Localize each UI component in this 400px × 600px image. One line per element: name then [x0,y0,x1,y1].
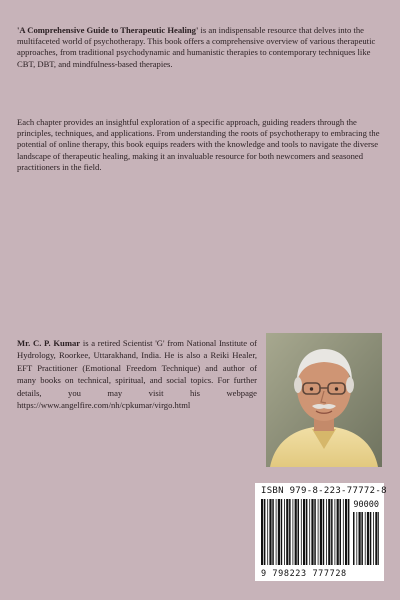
barcode-bar [314,499,316,565]
barcode-bar [335,499,336,565]
barcode-bar [261,499,263,565]
barcode-bar [269,499,271,565]
intro-text: is an indispensable resource that delves into the multifaceted world of psychotherapy. This book offers a comprehensive overview of various therapeutic approaches, from traditional psychodynamic and humanistic therapies to contemporary techniques like CBT, DBT, and mindfulness-based therapies. [17,25,376,69]
barcode-bar [306,499,308,565]
barcode-bar [311,499,313,565]
barcode-bar [276,499,277,565]
barcode-bar [373,512,374,565]
author-portrait-image [266,333,382,467]
barcode-bar [323,499,325,565]
barcode-bar [331,499,333,565]
barcode-bar [301,499,302,565]
barcode-bar [264,499,266,565]
barcode-bar [345,499,347,565]
barcode-bar [343,499,344,565]
barcode-bar [318,499,319,565]
author-bio-text: is a retired Scientist 'G' from National Institute of Hydrology, Roorkee, Uttarakhand, India. He is also a Reiki Healer, EFT Practitioner (Emotional Freedom Technique) and author of many books on technical, spiritual, and social topics. For further details, you may visit his webpage https://www.angelfire.com/nh/cpkumar/virgo.html [17,338,257,411]
barcode-bar [320,499,322,565]
author-bio [17,337,257,411]
barcode-bar [326,499,327,565]
price-code: 90000 [353,500,379,510]
barcode-bar [286,499,288,565]
barcode-bar [359,512,361,565]
barcode-bar [289,499,291,565]
intro-paragraph [17,25,385,70]
barcode-bar [267,499,268,565]
barcode-bar [337,499,339,565]
barcode-bar [378,512,379,565]
barcode-bars [261,499,351,565]
barcode-bar [328,499,330,565]
barcode-bar [370,512,372,565]
barcode-bar [367,512,369,565]
barcode-bar [353,512,355,565]
barcode-bar [295,499,297,565]
barcode-bar [361,512,363,565]
barcode-bar [309,499,310,565]
chapter-paragraph: Each chapter provides an insightful exploration of a specific approach, guiding readers through the principles, techniques, and applications. From understanding the roots of psychotherapy to embracing the potential of online therapy, this book equips readers with the knowledge and tools to navigate the diverse landscape of therapeutic healing, making it an invaluable resource for both newcomers and seasoned practitioners in the field. [17,117,380,172]
ean-digits: 9 798223 777728 [261,569,347,579]
barcode-bar [356,512,357,565]
book-title: 'A Comprehensive Guide to Therapeutic Healing' [17,25,199,35]
author-name: Mr. C. P. Kumar [17,338,81,348]
barcode-bar [272,499,274,565]
isbn-barcode [255,483,387,581]
barcode-bar [348,499,350,565]
barcode-bar [298,499,300,565]
author-photo [266,333,382,467]
barcode-bar [365,512,366,565]
isbn-label: ISBN 979-8-223-77772-8 [261,486,387,496]
price-barcode-bars [353,512,379,565]
barcode-bar [284,499,285,565]
barcode-bar [278,499,280,565]
barcode-bar [293,499,294,565]
barcode-bar [340,499,342,565]
barcode-bar [303,499,305,565]
barcode-bar [281,499,283,565]
barcode-bar [375,512,377,565]
